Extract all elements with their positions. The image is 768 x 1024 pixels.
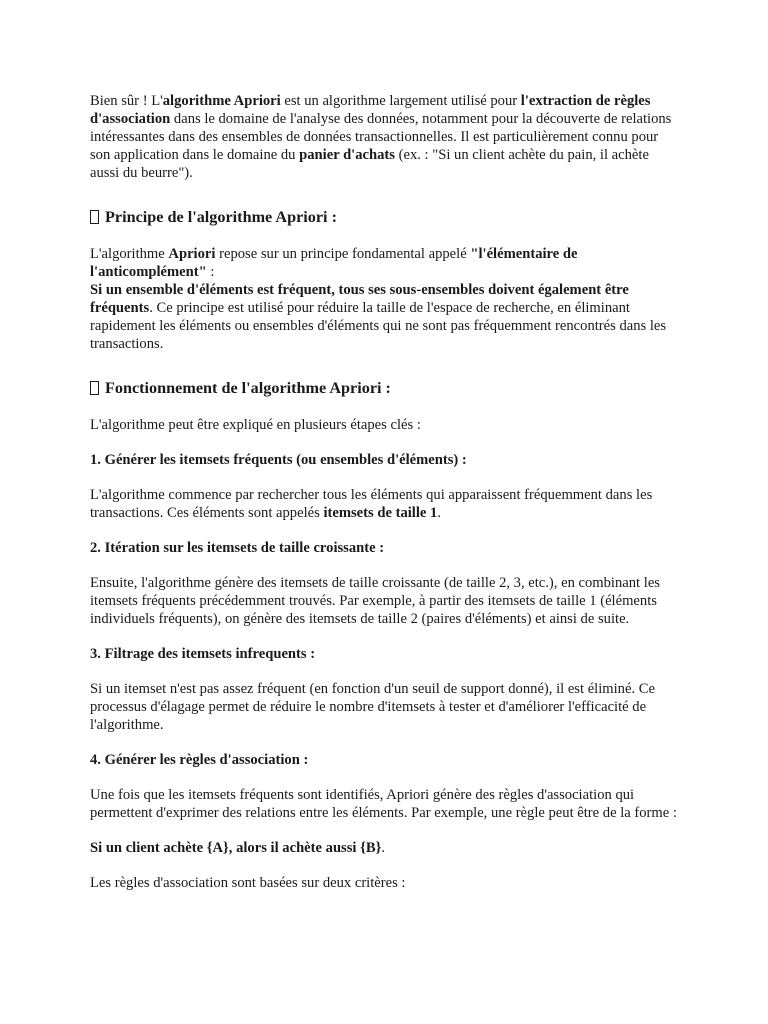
principe-bold-rule: Si un ensemble d'éléments est fréquent, tous ses sous-ensembles doivent également être fréquents — [90, 282, 629, 316]
step4-example-text: . — [381, 840, 386, 856]
intro-text-2: est un algorithme largement utilisé pour — [280, 93, 521, 109]
step1-text-1: L'algorithme commence par rechercher tous les éléments qui apparaissent fréquemment dans les transactions. Ces éléments sont appelés — [90, 487, 653, 521]
principe-text-2: repose sur un principe fondamental appelé — [215, 246, 471, 262]
step2-title: 2. Itération sur les itemsets de taille croissante : — [90, 540, 385, 556]
closing-paragraph: Les règles d'association sont basées sur deux critères : — [90, 875, 406, 891]
heading-fonctionnement-text: Fonctionnement de l'algorithme Apriori : — [105, 379, 391, 397]
intro-bold-basket: panier d'achats — [299, 147, 395, 163]
step3-title: 3. Filtrage des itemsets infrequents : — [90, 646, 316, 662]
step2-paragraph: Ensuite, l'algorithme génère des itemsets de taille croissante (de taille 2, 3, etc.), en combinant les itemsets fréquents précédemment trouvés. Par exemple, à partir des itemsets de taille 1 (éléments individuels fréquents), on génère des itemsets de taille 2 (paires d'éléments) et ainsi de suite. — [90, 575, 660, 627]
document-page — [90, 92, 680, 892]
step4-example-bold: Si un client achète {A}, alors il achète aussi {B} — [90, 840, 382, 856]
principe-paragraph — [90, 245, 680, 353]
intro-bold-extraction: l'extraction de règles d'association — [90, 93, 651, 127]
principe-text-4: . Ce principe est utilisé pour réduire la taille de l'espace de recherche, en éliminant rapidement les éléments ou ensembles d'éléments qui ne sont pas fréquemment rencontrés dans les transactions. — [90, 300, 667, 352]
step1-title: 1. Générer les itemsets fréquents (ou ensembles d'éléments) : — [90, 452, 467, 468]
step1-paragraph — [90, 486, 680, 522]
principe-bold-apriori: Apriori — [168, 246, 216, 262]
heading-principe — [90, 206, 680, 228]
step4-example — [90, 839, 680, 857]
heading-principe-text: Principe de l'algorithme Apriori : — [105, 208, 337, 226]
principe-bold-name: "l'élémentaire de l'anticomplément" — [90, 246, 578, 280]
intro-text-4: (ex. : "Si un client achète du pain, il achète aussi du beurre"). — [90, 147, 649, 181]
principe-text-1: L'algorithme — [90, 246, 169, 262]
missing-glyph-box-icon — [90, 210, 99, 224]
step1-text-2: . — [437, 505, 441, 521]
intro-bold-algorithm: algorithme Apriori — [162, 93, 281, 109]
intro-text-3: dans le domaine de l'analyse des données, notamment pour la découverte de relations intéressantes dans des ensembles de données transactionnelles. Il est particulièrement connu pour son application dans le domaine du — [90, 111, 672, 163]
step3-paragraph: Si un itemset n'est pas assez fréquent (en fonction d'un seuil de support donné), il est éliminé. Ce processus d'élagage permet de réduire le nombre d'itemsets à tester et d'améliorer l'efficacité de l'algorithme. — [90, 681, 655, 733]
principe-text-3: : — [206, 264, 215, 280]
intro-paragraph — [90, 92, 680, 182]
step4-paragraph: Une fois que les itemsets fréquents sont identifiés, Apriori génère des règles d'association qui permettent d'exprimer des relations entre les éléments. Par exemple, une règle peut être de la forme : — [90, 787, 677, 821]
step1-bold: itemsets de taille 1 — [323, 505, 438, 521]
heading-fonctionnement — [90, 377, 680, 399]
intro-text-1: Bien sûr ! L' — [90, 93, 163, 109]
fonctionnement-intro: L'algorithme peut être expliqué en plusieurs étapes clés : — [90, 417, 421, 433]
missing-glyph-box-icon — [90, 381, 99, 395]
step4-title: 4. Générer les règles d'association : — [90, 752, 309, 768]
